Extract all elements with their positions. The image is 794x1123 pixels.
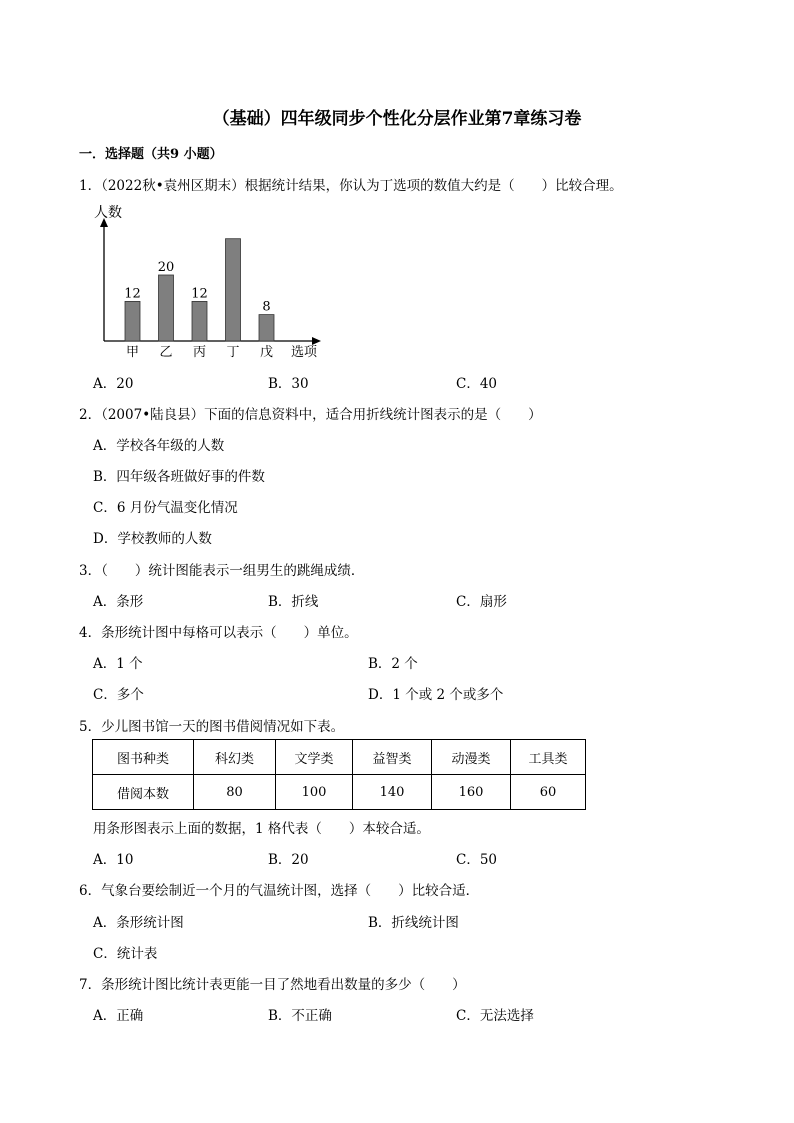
table-cell: 文学类 — [276, 740, 353, 775]
bar-丙 — [192, 301, 207, 341]
page-title: （基础）四年级同步个性化分层作业第7章练习卷 — [212, 109, 582, 129]
table-cell: 动漫类 — [432, 740, 511, 775]
table-cell: 80 — [194, 775, 276, 810]
q1-option-c[interactable]: C．40 — [456, 376, 498, 392]
table-cell: 160 — [432, 775, 511, 810]
x-tick-label: 丁 — [226, 345, 240, 360]
table-cell: 图书种类 — [93, 740, 194, 775]
table-cell: 140 — [353, 775, 432, 810]
bar-chart — [88, 197, 338, 365]
q3-option-c[interactable]: C．扇形 — [456, 594, 507, 610]
question-5-stem: 5．少儿图书馆一天的图书借阅情况如下表。 — [79, 719, 345, 735]
table-cell: 60 — [511, 775, 586, 810]
table-cell: 100 — [276, 775, 353, 810]
question-3-stem: 3．（ ）统计图能表示一组男生的跳绳成绩． — [79, 563, 365, 579]
q7-option-c[interactable]: C．无法选择 — [456, 1008, 534, 1024]
q6-option-b[interactable]: B．折线统计图 — [368, 915, 459, 931]
table-cell: 益智类 — [353, 740, 432, 775]
borrow-table — [92, 739, 586, 810]
q5-option-b[interactable]: B．20 — [268, 852, 309, 868]
question-6-stem: 6．气象台要绘制近一个月的气温统计图，选择（ ）比较合适． — [79, 883, 480, 899]
q4-option-a[interactable]: A．1 个 — [93, 656, 143, 672]
data-label: 12 — [191, 286, 208, 302]
y-axis-label: 人数 — [94, 205, 122, 221]
q5-option-c[interactable]: C．50 — [456, 852, 498, 868]
data-label: 8 — [262, 299, 271, 315]
question-2-stem: 2．（2007•陆良县）下面的信息资料中，适合用折线统计图表示的是（ ） — [79, 407, 542, 423]
x-axis-label: 选项 — [291, 345, 318, 360]
x-tick-label: 丙 — [192, 345, 207, 360]
table-cell: 工具类 — [511, 740, 586, 775]
question-7-stem: 7．条形统计图比统计表更能一目了然地看出数量的多少（ ） — [79, 977, 466, 993]
table-cell: 借阅本数 — [93, 775, 194, 810]
section-heading: 一．选择题（共9 小题） — [79, 147, 223, 162]
q4-option-d[interactable]: D．1 个或 2 个或多个 — [368, 687, 504, 703]
q7-option-a[interactable]: A．正确 — [93, 1008, 144, 1024]
q3-option-b[interactable]: B．折线 — [268, 594, 319, 610]
q7-option-b[interactable]: B．不正确 — [268, 1008, 332, 1024]
x-axis-arrow — [312, 337, 321, 345]
q2-option-c[interactable]: C．6 月份气温变化情况 — [93, 500, 238, 516]
bar-戊 — [259, 315, 274, 341]
x-tick-label: 戊 — [259, 345, 274, 360]
q6-option-a[interactable]: A．条形统计图 — [93, 915, 184, 931]
table-row — [93, 775, 586, 810]
q4-option-c[interactable]: C．多个 — [93, 687, 144, 703]
table-header-row — [93, 740, 586, 775]
table-cell: 科幻类 — [194, 740, 276, 775]
data-label: 20 — [157, 260, 175, 275]
x-tick-label: 乙 — [159, 345, 173, 360]
q1-option-b[interactable]: B．30 — [268, 376, 309, 392]
bar-丁 — [226, 239, 241, 341]
data-label: 12 — [124, 286, 141, 302]
q4-option-b[interactable]: B．2 个 — [368, 656, 418, 672]
q2-option-b[interactable]: B．四年级各班做好事的件数 — [93, 469, 265, 485]
x-tick-label: 甲 — [125, 345, 140, 360]
bar-乙 — [159, 275, 174, 341]
bar-甲 — [125, 301, 140, 341]
q5-option-a[interactable]: A．10 — [93, 852, 134, 868]
question-1-stem: 1．（2022秋•袁州区期末）根据统计结果，你认为丁选项的数值大约是（ ）比较合理。 — [79, 178, 623, 194]
question-4-stem: 4．条形统计图中每格可以表示（ ）单位。 — [79, 625, 358, 641]
q3-option-a[interactable]: A．条形 — [93, 594, 144, 610]
q1-option-a[interactable]: A．20 — [93, 376, 134, 392]
question-5-substem: 用条形图表示上面的数据，1 格代表（ ）本较合适。 — [93, 821, 430, 837]
q6-option-c[interactable]: C．统计表 — [93, 946, 158, 962]
q2-option-d[interactable]: D．学校教师的人数 — [93, 531, 212, 547]
q2-option-a[interactable]: A．学校各年级的人数 — [93, 438, 225, 454]
